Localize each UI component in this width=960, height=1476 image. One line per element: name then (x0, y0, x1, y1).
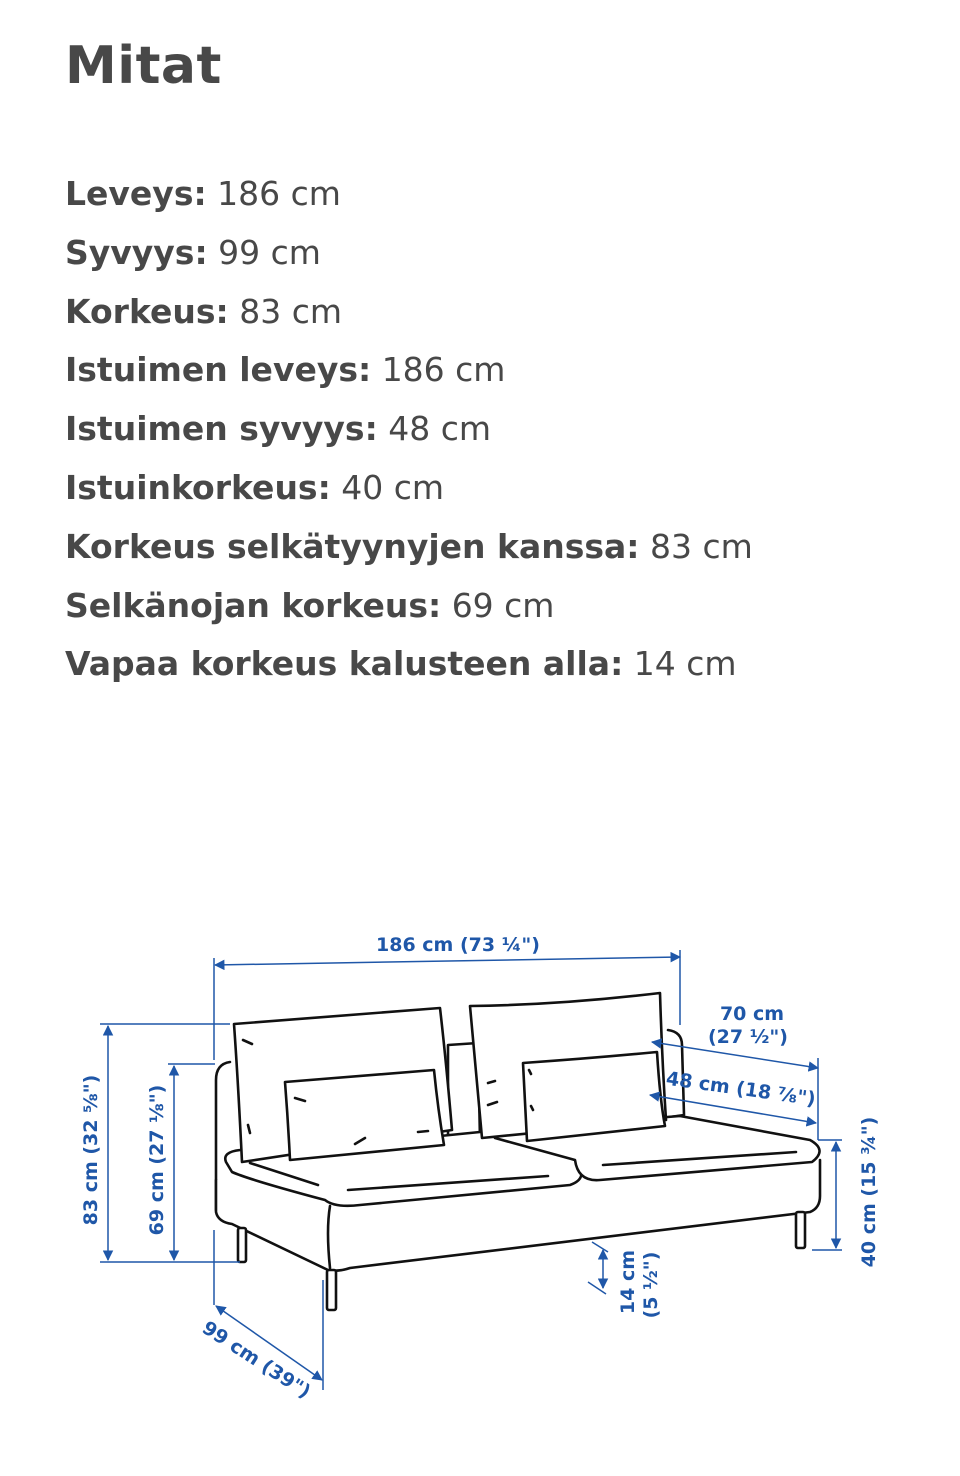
total-depth-label-cm: 70 cm (719, 1003, 785, 1025)
seat-depth-label: 48 cm (18 ⅞") (664, 1067, 817, 1111)
total-height-label: 83 cm (32 ⅝") (80, 1074, 102, 1226)
dimension-label: Korkeus: (65, 291, 229, 331)
dimension-label: Istuimen syvyys: (65, 409, 378, 449)
dimension-depth (65, 224, 753, 283)
dimension-label: Korkeus selkätyynyjen kanssa: (65, 526, 640, 566)
seat-height-label: 40 cm (15 ¾") (858, 1116, 880, 1268)
dimension-value: 83 cm (239, 291, 342, 331)
clearance-label-cm: 14 cm (617, 1249, 639, 1315)
dimension-height (65, 283, 753, 342)
dimension-seat-height (65, 459, 753, 518)
dimension-label: Leveys: (65, 174, 207, 213)
dimension-label: Syvyys: (65, 232, 208, 272)
dimension-width (65, 165, 753, 224)
dimension-backrest-height (65, 577, 753, 636)
dimension-value: 48 cm (388, 409, 492, 449)
dimension-clearance (65, 635, 753, 694)
dimension-label: Vapaa korkeus kalusteen alla: (65, 644, 624, 684)
dimension-value: 186 cm (381, 350, 506, 390)
sofa-dimension-diagram (0, 900, 960, 1420)
dimension-label: Istuinkorkeus: (65, 467, 331, 507)
dimensions-list (65, 165, 753, 694)
dimension-value: 40 cm (341, 467, 445, 507)
dimension-value: 69 cm (451, 585, 555, 625)
dimension-label: Selkänojan korkeus: (65, 585, 442, 625)
clearance-label-in: (5 ½") (640, 1251, 662, 1319)
dimension-seat-depth (65, 400, 753, 459)
dimension-seat-width (65, 341, 753, 400)
dimension-height-with-cushions (65, 518, 753, 577)
dimension-value: 99 cm (218, 232, 321, 272)
back-height-label: 69 cm (27 ⅛") (146, 1084, 168, 1236)
depth-label: 99 cm (39") (198, 1316, 315, 1404)
page-title: Mitat (65, 36, 222, 96)
dimension-value: 186 cm (217, 174, 341, 213)
dimension-label: Istuimen leveys: (65, 350, 372, 390)
dimension-value: 14 cm (633, 644, 737, 684)
dimension-value: 83 cm (650, 526, 753, 566)
total-depth-label-in: (27 ½") (708, 1026, 788, 1048)
width-label: 186 cm (73 ¼") (376, 934, 540, 956)
